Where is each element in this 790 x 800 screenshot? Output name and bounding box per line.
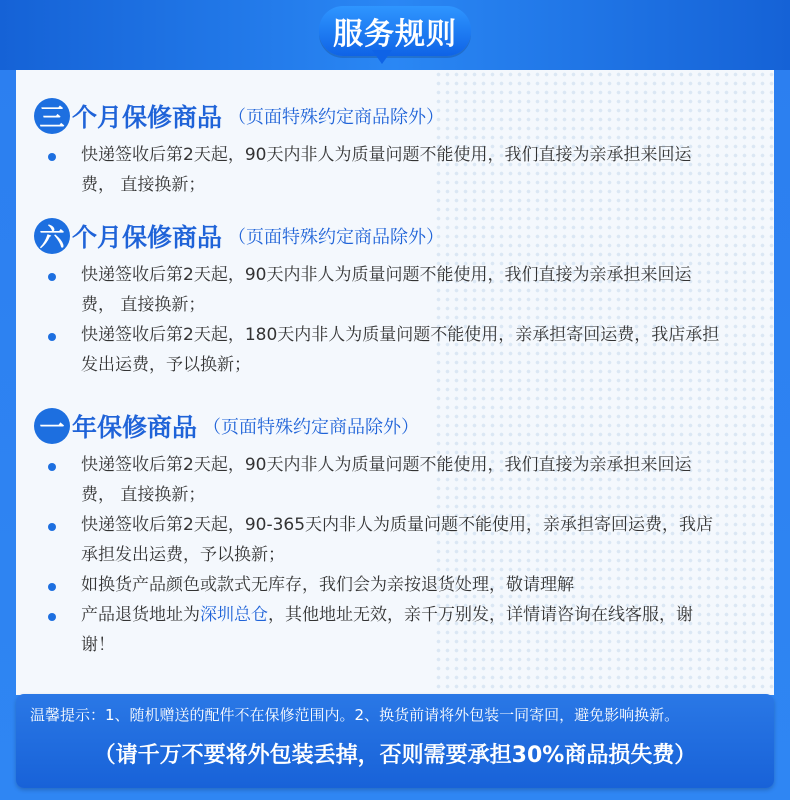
rule-list bbox=[48, 140, 721, 200]
rule-text: 快递签收后第2天起，90天内非人为质量问题不能使用，我们直接为亲承担来回运费， 直接换新； bbox=[81, 455, 692, 505]
section-number-badge: 六 bbox=[34, 218, 70, 254]
section-header bbox=[34, 218, 721, 254]
rule-list bbox=[48, 260, 721, 380]
bullet-dot bbox=[48, 523, 56, 531]
rules-card bbox=[16, 70, 774, 695]
warning-text: （请千万不要将外包装丢掉，否则需要承担30%商品损失费） bbox=[93, 743, 697, 768]
rule-text: ，其他地址无效，亲千万别发，详情请咨询在线客服，谢谢！ bbox=[81, 605, 693, 655]
section-note: （页面特殊约定商品除外） bbox=[203, 417, 420, 438]
warehouse-highlight: 深圳总仓 bbox=[200, 605, 268, 625]
list-item bbox=[48, 320, 721, 380]
bullet-dot bbox=[48, 463, 56, 471]
list-item bbox=[48, 140, 721, 200]
section-number-badge: 三 bbox=[34, 98, 70, 134]
rule-text: 快递签收后第2天起，90天内非人为质量问题不能使用，我们直接为亲承担来回运费， 直接换新； bbox=[81, 145, 692, 195]
list-item bbox=[48, 600, 721, 660]
bullet-dot bbox=[48, 273, 56, 281]
rule-text: 如换货产品颜色或款式无库存，我们会为亲按退货处理，敬请理解 bbox=[81, 575, 574, 595]
section-note: （页面特殊约定商品除外） bbox=[228, 227, 445, 248]
bullet-dot bbox=[48, 153, 56, 161]
list-item bbox=[48, 510, 721, 570]
rule-text: 快递签收后第2天起，90天内非人为质量问题不能使用，我们直接为亲承担来回运费， 直接换新； bbox=[81, 265, 692, 315]
rule-text: 快递签收后第2天起，180天内非人为质量问题不能使用，亲承担寄回运费，我店承担发出运费，予以换新； bbox=[81, 325, 720, 375]
list-item bbox=[48, 570, 721, 600]
footer-notice bbox=[16, 694, 774, 788]
bullet-dot bbox=[48, 583, 56, 591]
title-bubble-tail bbox=[372, 50, 392, 64]
section-three-month bbox=[34, 98, 721, 200]
section-note: （页面特殊约定商品除外） bbox=[228, 107, 445, 128]
rule-text: 产品退货地址为 bbox=[81, 605, 200, 625]
rule-text: 快递签收后第2天起，90-365天内非人为质量问题不能使用，亲承担寄回运费，我店承担发出运费，予以换新； bbox=[81, 515, 714, 565]
section-header bbox=[34, 98, 721, 134]
section-number-badge: 一 bbox=[34, 408, 70, 444]
bullet-dot bbox=[48, 613, 56, 621]
header-banner bbox=[0, 0, 790, 70]
section-header bbox=[34, 408, 721, 444]
list-item bbox=[48, 450, 721, 510]
section-title: 年保修商品 bbox=[72, 413, 198, 442]
title-bubble bbox=[319, 6, 471, 56]
section-one-year bbox=[34, 408, 721, 660]
section-title: 个月保修商品 bbox=[72, 103, 223, 132]
section-title: 个月保修商品 bbox=[72, 223, 223, 252]
list-item bbox=[48, 260, 721, 320]
rule-list bbox=[48, 450, 721, 660]
tip-text: 温馨提示：1、随机赠送的配件不在保修范围内。2、换货前请将外包装一同寄回，避免影响换新。 bbox=[30, 706, 680, 724]
bullet-dot bbox=[48, 333, 56, 341]
section-six-month bbox=[34, 218, 721, 380]
page-title: 服务规则 bbox=[333, 17, 457, 52]
